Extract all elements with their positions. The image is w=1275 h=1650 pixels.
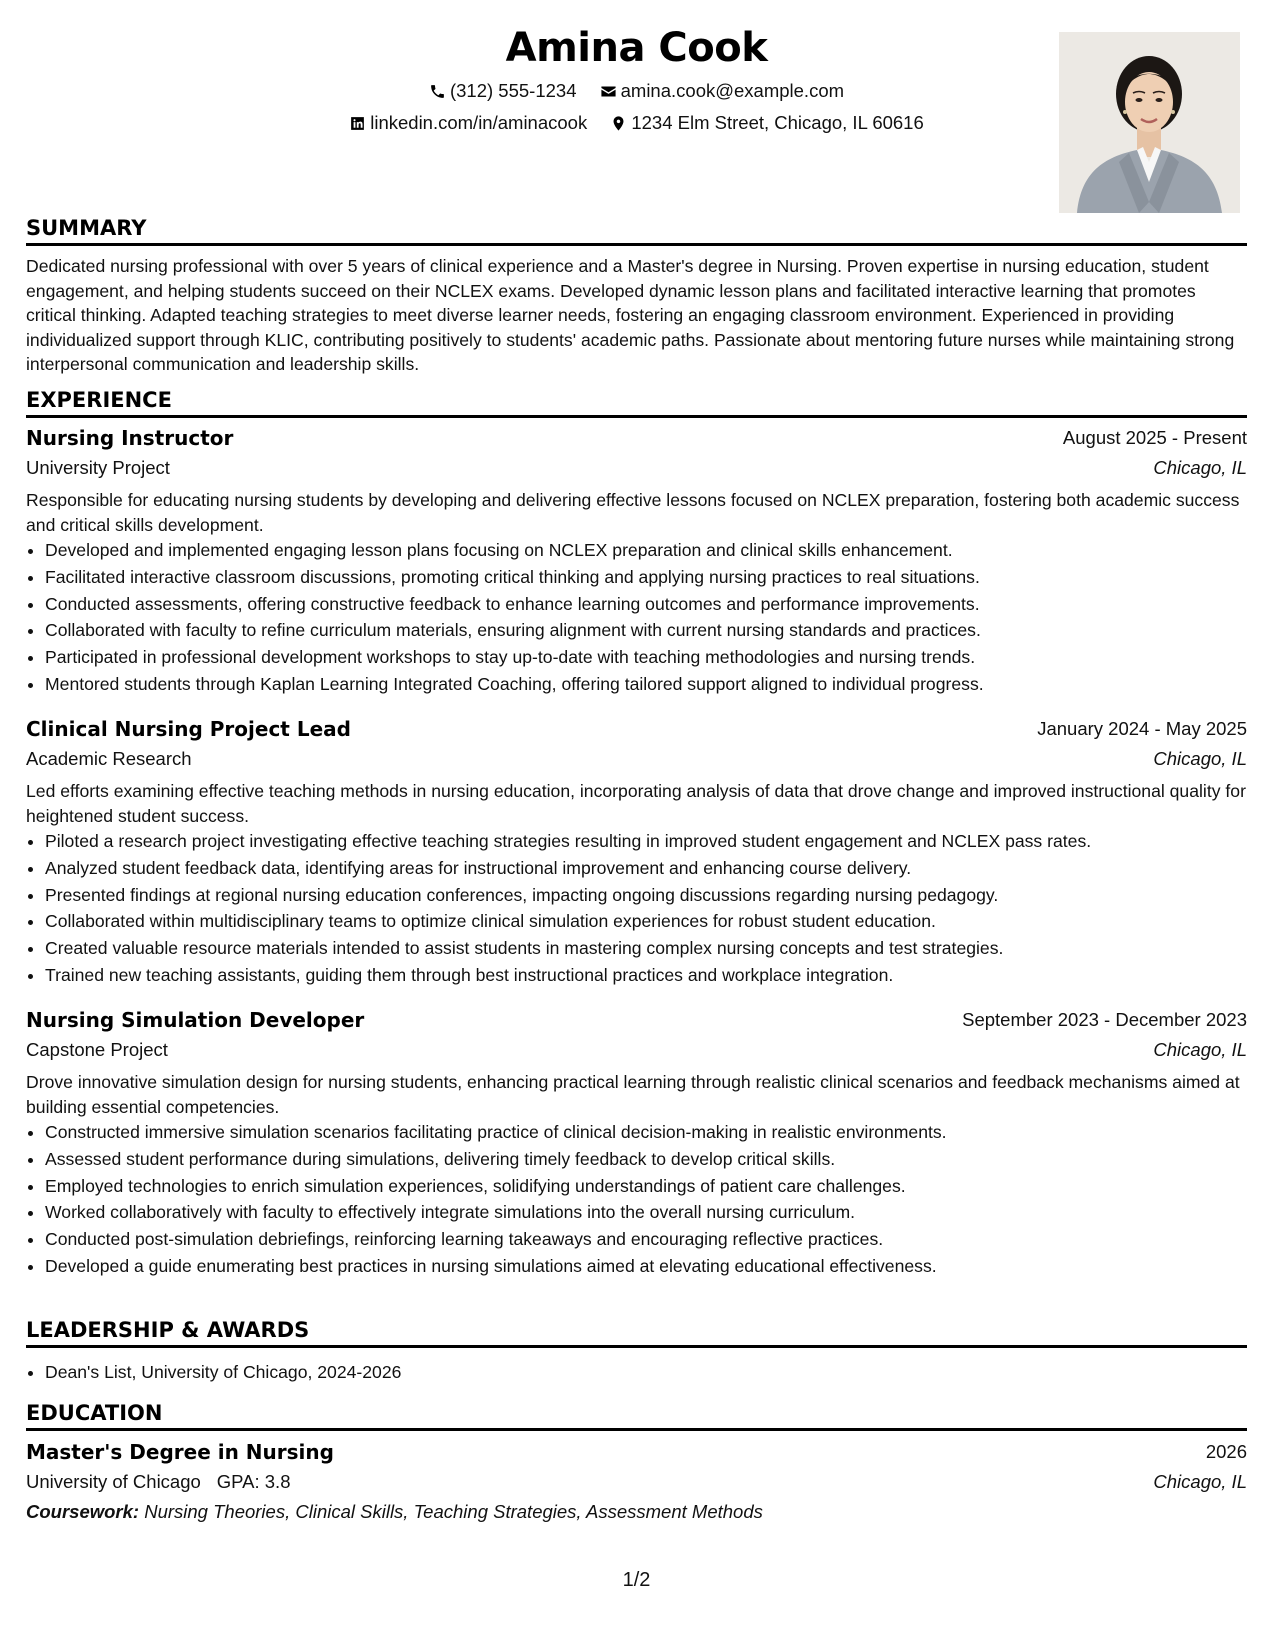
list-item: • Employed technologies to enrich simulation experiences, solidifying understandings of patient care challenges.	[45, 1173, 1266, 1200]
degree-title: Master's Degree in Nursing	[26, 1440, 334, 1464]
list-item: • Conducted post-simulation debriefings, reinforcing learning takeaways and encouraging reflective practices.	[45, 1226, 1266, 1253]
envelope-icon	[600, 83, 617, 100]
list-item: • Facilitated interactive classroom discussions, promoting critical thinking and applying nursing practices to real situations.	[45, 564, 1266, 591]
job-location: Chicago, IL	[1153, 457, 1247, 478]
school-line	[26, 1468, 291, 1496]
contact-address	[610, 110, 923, 136]
summary-text: Dedicated nursing professional with over 5 years of clinical experience and a Master's degree in Nursing. Proven expertise in nursing education, student engagement, and helping students succeed on their NCLEX exams. Developed dynamic lesson plans and facilitated interactive learning that promotes critical thinking. Adapted teaching strategies to meet diverse learner needs, fostering an engaging classroom environment. Experienced in providing individualized support through KLIC, contributing positively to students' academic paths. Passionate about mentoring future nurses while maintaining strong interpersonal communication and leadership skills.	[26, 256, 1235, 375]
contact-phone	[429, 78, 577, 104]
profile-photo	[1059, 32, 1240, 213]
list-item: • Conducted assessments, offering constructive feedback to enhance learning outcomes and performance improvements.	[45, 591, 1266, 618]
list-item: • Participated in professional development workshops to stay up-to-date with teaching methodologies and nursing trends.	[45, 644, 1266, 671]
job-location: Chicago, IL	[1153, 1039, 1247, 1060]
list-item: • Constructed immersive simulation scenarios facilitating practice of clinical decision-making in realistic environments.	[45, 1119, 1266, 1146]
job-dates: January 2024 - May 2025	[1037, 718, 1247, 739]
graduation-year: 2026	[1205, 1441, 1247, 1462]
leadership-heading: LEADERSHIP & AWARDS	[26, 1316, 1247, 1348]
list-item: • Presented findings at regional nursing education conferences, impacting ongoing discussions regarding nursing pedagogy.	[45, 882, 1266, 909]
gpa: GPA: 3.8	[216, 1471, 291, 1492]
list-item: • Mentored students through Kaplan Learning Integrated Coaching, offering tailored support aligned to individual progress.	[45, 671, 1266, 698]
linkedin-icon	[349, 115, 366, 132]
contact-linkedin[interactable]	[349, 110, 587, 136]
job-description: Responsible for educating nursing students by developing and delivering effective lessons focused on NCLEX preparation, fostering both academic success and critical skills development.	[26, 490, 1240, 535]
experience-heading: EXPERIENCE	[26, 386, 1247, 418]
list-item: • Developed and implemented engaging lesson plans focusing on NCLEX preparation and clinical skills enhancement.	[45, 537, 1266, 564]
summary-heading: SUMMARY	[26, 214, 1247, 246]
job-dates: August 2025 - Present	[1062, 427, 1247, 448]
job-organization: University Project	[26, 457, 170, 478]
job-bullets	[26, 1119, 1266, 1280]
list-item: • Developed a guide enumerating best practices in nursing simulations aimed at elevating educational effectiveness.	[45, 1253, 1266, 1280]
list-item: • Collaborated within multidisciplinary teams to optimize clinical simulation experiences for robust student education.	[45, 908, 1266, 935]
list-item: • Assessed student performance during simulations, delivering timely feedback to develop critical skills.	[45, 1146, 1266, 1173]
school-name: University of Chicago	[26, 1471, 201, 1492]
coursework-label: Coursework:	[26, 1501, 140, 1522]
coursework-list: Nursing Theories, Clinical Skills, Teaching Strategies, Assessment Methods	[144, 1501, 763, 1522]
list-item: • Collaborated with faculty to refine curriculum materials, ensuring alignment with current nursing standards and practices.	[45, 617, 1266, 644]
job-bullets	[26, 828, 1266, 989]
page-number: 1/2	[622, 1569, 651, 1591]
list-item: • Piloted a research project investigating effective teaching strategies resulting in improved student engagement and NCLEX pass rates.	[45, 828, 1266, 855]
job-title: Nursing Instructor	[26, 426, 234, 450]
list-item: • Dean's List, University of Chicago, 2024-2026	[45, 1359, 1266, 1386]
phone-text: (312) 555-1234	[449, 80, 577, 101]
list-item: • Trained new teaching assistants, guiding them through best instructional practices and workplace integration.	[45, 962, 1266, 989]
job-organization: Academic Research	[26, 748, 192, 769]
map-marker-icon	[610, 115, 627, 132]
resume-page	[26, 0, 1247, 1650]
coursework-line	[26, 1498, 763, 1526]
phone-icon	[429, 83, 446, 100]
list-item: • Worked collaboratively with faculty to effectively integrate simulations into the overall nursing curriculum.	[45, 1199, 1266, 1226]
awards-list	[26, 1359, 1266, 1386]
job-description: Led efforts examining effective teaching methods in nursing education, incorporating analysis of data that drove change and improved instructional quality for heightened student success.	[26, 781, 1246, 826]
job-description: Drove innovative simulation design for nursing students, enhancing practical learning through realistic clinical scenarios and feedback mechanisms aimed at building essential competencies.	[26, 1072, 1240, 1117]
job-location: Chicago, IL	[1153, 748, 1247, 769]
address-text: 1234 Elm Street, Chicago, IL 60616	[631, 112, 924, 133]
list-item: • Created valuable resource materials intended to assist students in mastering complex nursing concepts and test strategies.	[45, 935, 1266, 962]
email-link[interactable]: amina.cook@example.com	[620, 80, 845, 101]
job-organization: Capstone Project	[26, 1039, 168, 1060]
job-dates: September 2023 - December 2023	[962, 1009, 1247, 1030]
education-heading: EDUCATION	[26, 1399, 1247, 1431]
job-bullets	[26, 537, 1266, 698]
school-location: Chicago, IL	[1153, 1471, 1247, 1492]
job-title: Nursing Simulation Developer	[26, 1008, 365, 1032]
linkedin-link[interactable]: linkedin.com/in/aminacook	[370, 112, 588, 133]
job-title: Clinical Nursing Project Lead	[26, 717, 351, 741]
contact-email[interactable]	[600, 78, 844, 104]
candidate-name: Amina Cook	[505, 25, 768, 71]
list-item: • Analyzed student feedback data, identifying areas for instructional improvement and enhancing course delivery.	[45, 855, 1266, 882]
